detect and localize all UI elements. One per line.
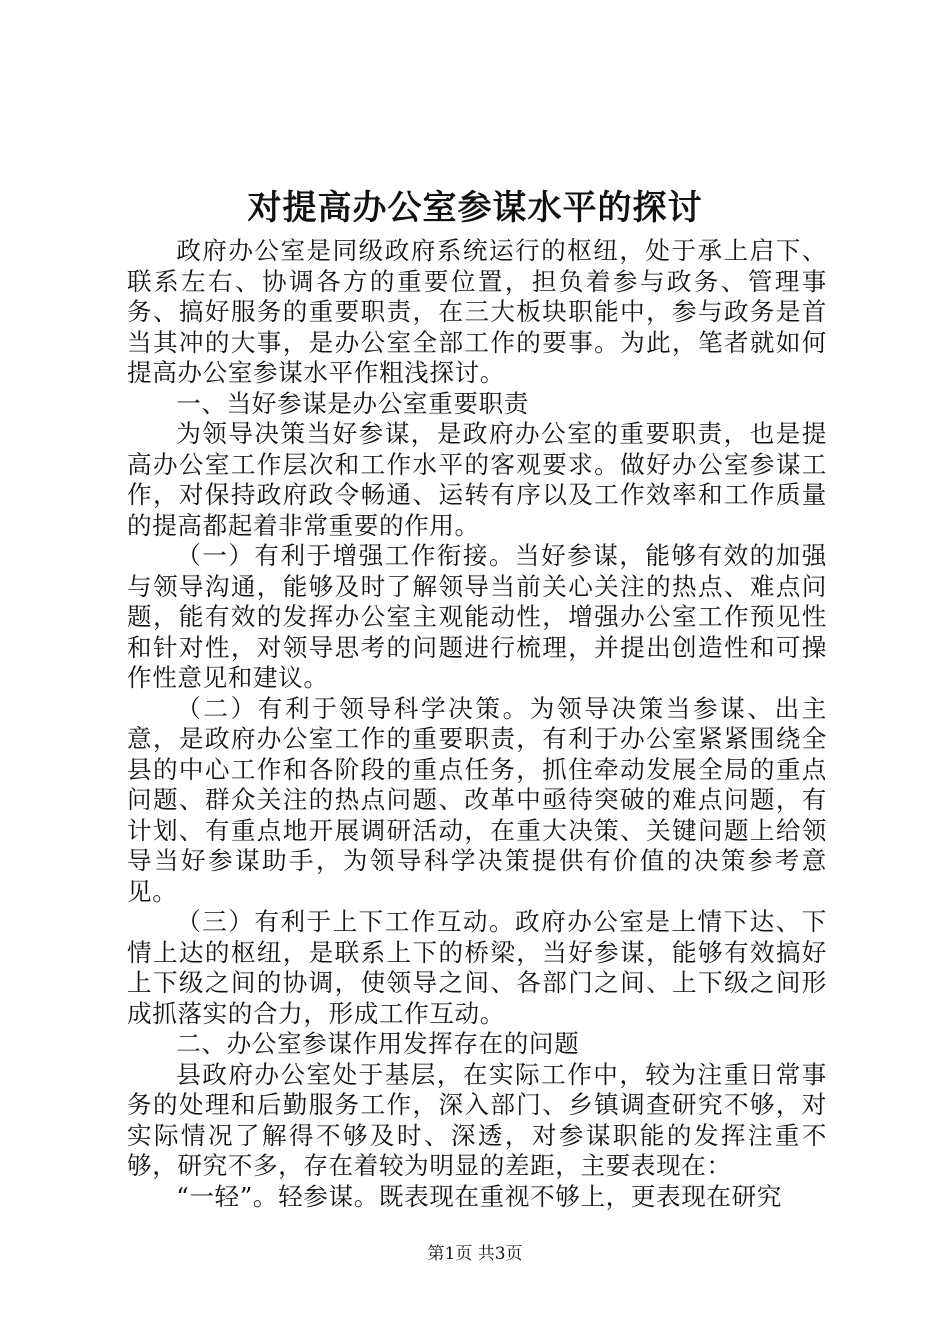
paragraph-section-2: 县政府办公室处于基层，在实际工作中，较为注重日常事务的处理和后勤服务工作，深入部门、乡镇调查研究不够，对实际情况了解得不够及时、深透，对参谋职能的发挥注重不够，研究不多，存在着较为明显的差距，主要表现在： [127, 1059, 827, 1180]
paragraph-intro: 政府办公室是同级政府系统运行的枢纽，处于承上启下、联系左右、协调各方的重要位置，担负着参与政务、管理事务、搞好服务的重要职责，在三大板块职能中，参与政务是首当其冲的大事，是办公室全部工作的要事。为此，笔者就如何提高办公室参谋水平作粗浅探讨。 [127, 236, 827, 387]
paragraph-point-3: （三）有利于上下工作互动。政府办公室是上情下达、下情上达的枢纽，是联系上下的桥梁，当好参谋，能够有效搞好上下级之间的协调，使领导之间、各部门之间、上下级之间形成抓落实的合力，形成工作互动。 [127, 907, 827, 1028]
section-heading-1: 一、当好参谋是办公室重要职责 [176, 388, 529, 418]
paragraph-point-2: （二）有利于领导科学决策。为领导决策当参谋、出主意，是政府办公室工作的重要职责，有利于办公室紧紧围绕全县的中心工作和各阶段的重点任务，抓住牵动发展全局的重点问题、群众关注的热点问题、改革中亟待突破的难点问题，有计划、有重点地开展调研活动，在重大决策、关键问题上给领导当好参谋助手，为领导科学决策提供有价值的决策参考意见。 [127, 693, 827, 906]
paragraph-yiqing: “一轻”。轻参谋。既表现在重视不够上，更表现在研究 [176, 1181, 782, 1211]
paragraph-section-1: 为领导决策当好参谋，是政府办公室的重要职责，也是提高办公室工作层次和工作水平的客观要求。做好办公室参谋工作，对保持政府政令畅通、运转有序以及工作效率和工作质量的提高都起着非常重要的作用。 [127, 419, 827, 540]
document-body [127, 236, 827, 1212]
page-footer: 第1页 共3页 [427, 1244, 523, 1264]
section-heading-2: 二、办公室参谋作用发挥存在的问题 [176, 1029, 580, 1058]
paragraph-point-1: （一）有利于增强工作衔接。当好参谋，能够有效的加强与领导沟通，能够及时了解领导当前关心关注的热点、难点问题，能有效的发挥办公室主观能动性，增强办公室工作预见性和针对性，对领导思考的问题进行梳理，并提出创造性和可操作性意见和建议。 [127, 541, 827, 692]
document-title: 对提高办公室参谋水平的探讨 [247, 188, 703, 228]
